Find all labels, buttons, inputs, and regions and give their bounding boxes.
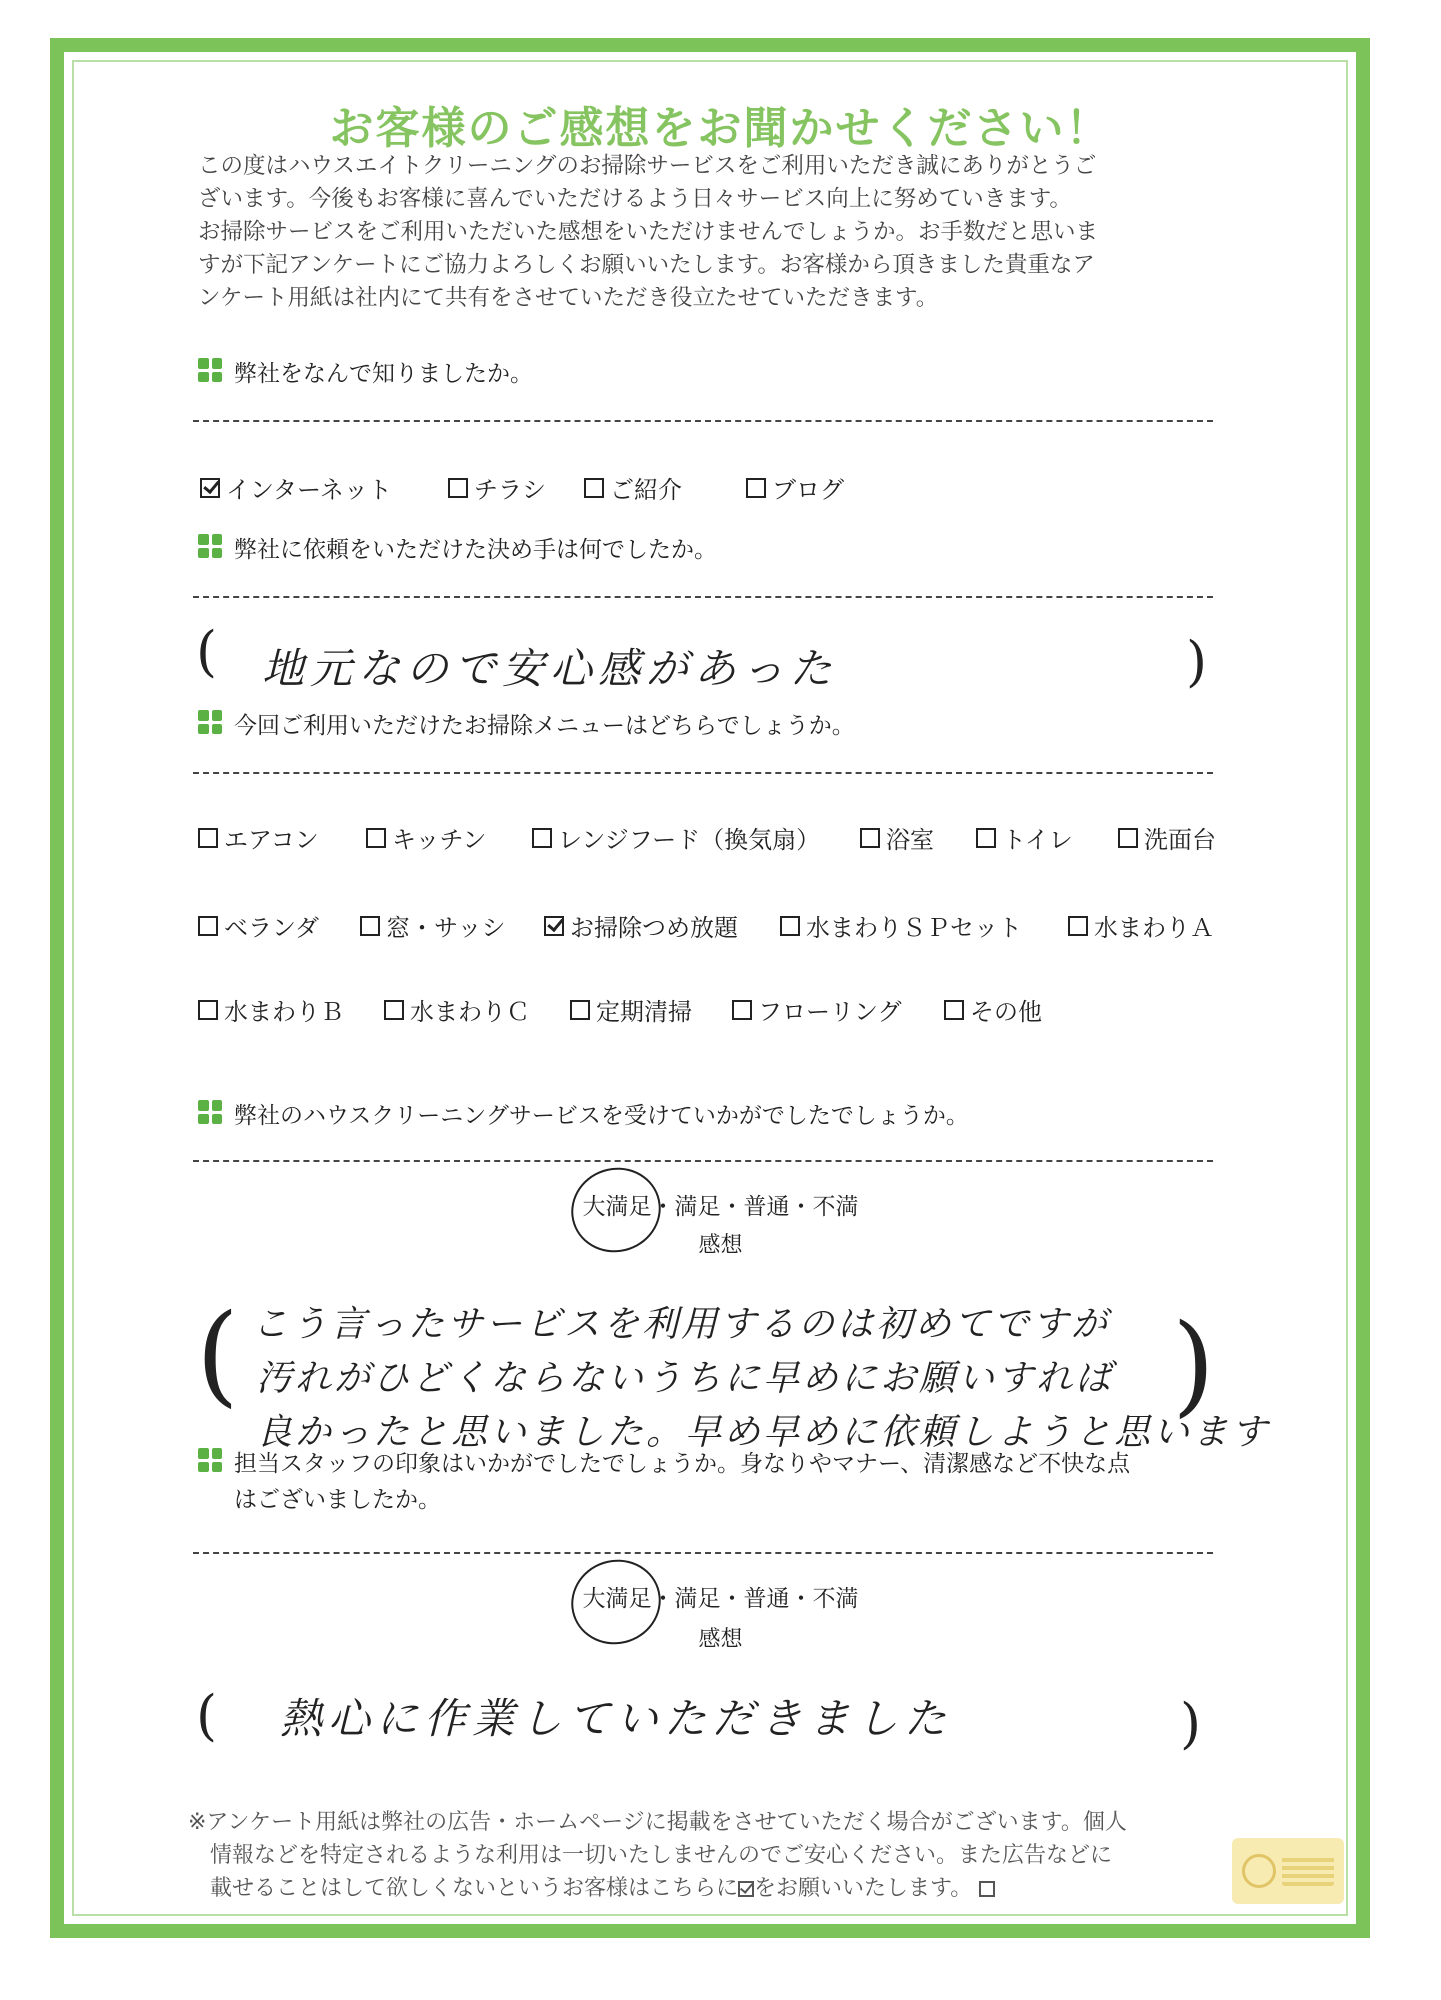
rating-option: 大満足 [582,1194,652,1220]
checkbox[interactable] [944,1000,964,1020]
page-frame [50,38,1370,1938]
page-title: お客様のご感想をお聞かせください！ [329,103,1112,154]
option-label: インターネット [226,476,392,504]
bullet-icon [198,1100,222,1124]
option-label: レンジフード（換気扇） [558,826,821,854]
rating-scale [0,1188,1441,1221]
checkbox[interactable] [198,916,218,936]
question-3 [198,708,855,744]
option-internet[interactable] [200,470,392,505]
question-5 [198,1446,1130,1518]
answer-line [193,596,1213,598]
question-4-text: 弊社のハウスクリーニングサービスを受けていかがでしたでしょうか。 [234,1103,969,1129]
checkbox[interactable] [746,478,766,498]
option-label: 浴室 [886,826,934,854]
checkbox[interactable] [860,828,880,848]
close-paren: ) [1186,630,1208,693]
answer-line [193,1552,1213,1554]
handwritten-answer: 地元なので安心感があった [262,644,838,693]
check-sample-icon [738,1881,754,1897]
option-label: 水まわりＣ [410,998,530,1026]
menu-washbasin[interactable] [1118,820,1216,855]
menu-kitchen[interactable] [366,820,486,855]
menu-water-a[interactable] [1068,908,1214,943]
checkbox[interactable] [570,1000,590,1020]
close-paren: ) [1180,1692,1202,1755]
checkbox[interactable] [532,828,552,848]
handwritten-answer-line: 汚れがひどくならないうちに早めにお願いすれば [256,1358,1115,1399]
note-line: 情報などを特定されるような利用は一切いたしませんのでご安心ください。また広告などに [210,1843,1113,1868]
option-label: 水まわりＳＰセット [806,914,1022,942]
option-label: お掃除つめ放題 [570,914,738,942]
question-2-text: 弊社に依頼をいただけた決め手は何でしたか。 [234,537,717,563]
option-label: 窓・サッシ [386,914,506,942]
bullet-icon [198,534,222,558]
open-paren: ( [196,1290,239,1418]
menu-veranda[interactable] [198,908,319,943]
open-paren: ( [196,1684,218,1747]
option-label: 水まわりＡ [1094,914,1214,942]
question-1-text: 弊社をなんで知りましたか。 [234,361,533,387]
option-label: ブログ [772,476,844,504]
handwritten-answer: 熱心に作業していただきました [280,1694,953,1743]
checkbox[interactable] [448,478,468,498]
intro-line: ざいます。今後もお客様に喜んでいただけるよう日々サービス向上に努めていきます。 [198,186,1072,212]
note-line [188,1872,1228,1905]
checkbox[interactable] [366,828,386,848]
handwritten-answer-line: 良かったと思いました。早め早めに依頼しようと思います [256,1412,1271,1453]
option-label: トイレ [1002,826,1073,854]
disclaimer-note [188,1806,1228,1905]
option-label: フローリング [758,998,902,1026]
rating-selected[interactable] [583,1580,652,1613]
question-2 [198,532,717,568]
menu-water-c[interactable] [384,992,530,1027]
rating-option: 大満足 [582,1586,652,1612]
rating-scale [0,1580,1441,1613]
menu-other[interactable] [944,992,1042,1027]
option-label: キッチン [392,826,487,854]
question-3-text: 今回ご利用いただけたお掃除メニューはどちらでしょうか。 [234,713,855,739]
checkbox[interactable] [384,1000,404,1020]
option-label: ベランダ [224,914,320,942]
option-flyer[interactable] [448,470,546,505]
checkbox[interactable] [780,916,800,936]
option-label: チラシ [474,476,546,504]
menu-bathroom[interactable] [860,820,934,855]
question-5-text [234,1446,1130,1518]
answer-line [193,1160,1213,1162]
opt-out-checkbox[interactable] [979,1881,995,1897]
answer-line [193,772,1213,774]
intro-line: ンケート用紙は社内にて共有をさせていただき役立たせていただきます。 [198,285,939,311]
rating-others: ・満足・普通・不満 [651,1586,859,1612]
intro-text [198,150,1238,315]
impression-label: 感想 [698,1233,743,1258]
checkbox[interactable] [732,1000,752,1020]
checkbox-checked[interactable] [200,478,220,498]
option-label: ご紹介 [610,476,682,504]
question-5-line: 担当スタッフの印象はいかがでしたでしょうか。身なりやマナー、清潔感など不快な点 [234,1451,1131,1477]
bullet-icon [198,358,222,382]
handwritten-answer-line: こう言ったサービスを利用するのは初めてですが [252,1304,1111,1345]
note-text: をお願いいたします。 [754,1876,973,1901]
menu-rangehood[interactable] [532,820,820,855]
menu-unlimited-cleaning[interactable] [544,908,738,943]
note-line: ※アンケート用紙は弊社の広告・ホームページに掲載をさせていただく場合がございます。個人 [188,1810,1127,1835]
checkbox[interactable] [1118,828,1138,848]
intro-line: この度はハウスエイトクリーニングのお掃除サービスをご利用いただき誠にありがとうご [198,153,1097,179]
close-paren: ) [1172,1300,1215,1428]
checkbox[interactable] [584,478,604,498]
bullet-icon [198,1448,222,1472]
checkbox[interactable] [360,916,380,936]
checkbox[interactable] [1068,916,1088,936]
open-paren: ( [196,620,218,683]
rating-others: ・満足・普通・不満 [651,1194,859,1220]
bullet-icon [198,710,222,734]
checkbox[interactable] [976,828,996,848]
option-label: エアコン [224,826,319,854]
option-label: その他 [970,998,1042,1026]
option-label: 定期清掃 [596,998,692,1026]
menu-aircon[interactable] [198,820,319,855]
logo-mark-icon [1242,1854,1276,1888]
impression-label: 感想 [698,1627,743,1652]
checkbox[interactable] [198,828,218,848]
checkbox[interactable] [198,1000,218,1020]
rating-selected[interactable] [583,1188,652,1221]
option-blog[interactable] [746,470,844,505]
company-logo-stamp [1232,1838,1344,1904]
checkbox-checked[interactable] [544,916,564,936]
question-1 [198,356,533,392]
option-label: 洗面台 [1144,826,1216,854]
option-label: 水まわりＢ [224,998,344,1026]
menu-toilet[interactable] [976,820,1073,855]
intro-line: お掃除サービスをご利用いただいた感想をいただけませんでしょうか。お手数だと思いま [198,219,1099,245]
menu-flooring[interactable] [732,992,902,1027]
logo-wordmark-icon [1282,1856,1334,1886]
intro-line: すが下記アンケートにご協力よろしくお願いいたします。お客様から頂きました貴重なア [198,252,1095,278]
question-4 [198,1098,969,1134]
menu-regular-cleaning[interactable] [570,992,692,1027]
menu-water-b[interactable] [198,992,344,1027]
question-5-line: はございましたか。 [234,1487,441,1513]
answer-line [193,420,1213,422]
menu-water-sp-set[interactable] [780,908,1022,943]
option-referral[interactable] [584,470,682,505]
note-text: 載せることはして欲しくないというお客様はこちらに [210,1876,739,1901]
menu-window-sash[interactable] [360,908,506,943]
